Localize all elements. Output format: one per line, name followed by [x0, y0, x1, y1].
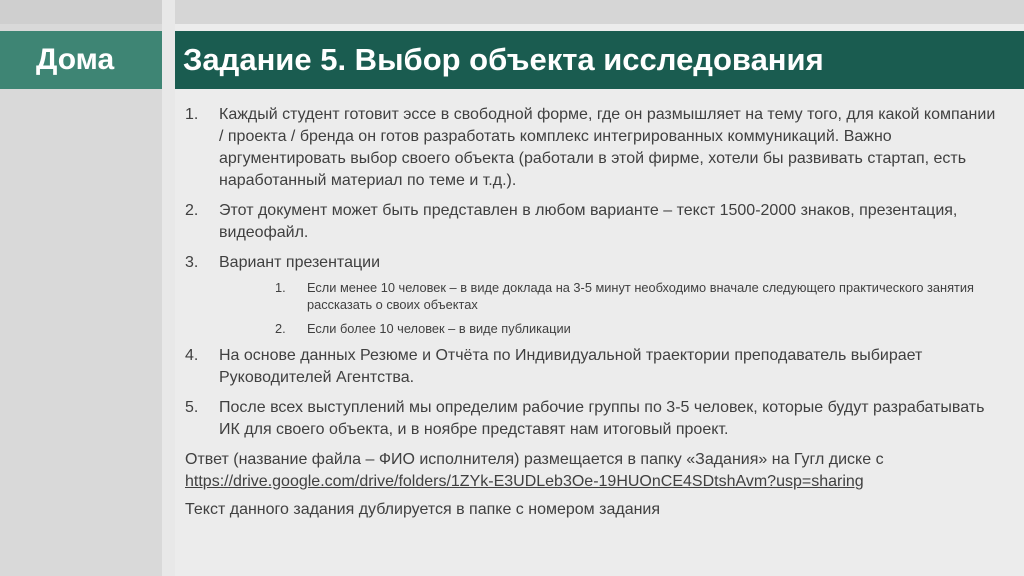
- drive-link[interactable]: https://drive.google.com/drive/folders/1ZYk-E3UDLeb3Oe-19HUOnCE4SDtshAvm?usp=sharing: [185, 473, 864, 490]
- list-item: [185, 345, 1000, 389]
- list-item-text: Каждый студент готовит эссе в свободной форме, где он размышляет на тему того, для какой компании / проекта / бренда он готов разработать комплекс интегрированных коммуникаций. Важно аргументировать выбор своего объекта (работали в этой фирме, хотели бы развивать стартап, есть наработанный материал по теме и т.д.).: [219, 106, 996, 189]
- answer-text: Ответ (название файла – ФИО исполнителя) размещается в папку «Задания» на Гугл диске с: [185, 451, 884, 468]
- list-item: [185, 200, 1000, 244]
- list-number: 4.: [185, 347, 199, 364]
- list-item: [185, 104, 1000, 192]
- section-label-box: [0, 31, 162, 89]
- note-text: Текст данного задания дублируется в папке с номером задания: [185, 501, 661, 518]
- list-item-text: Вариант презентации: [219, 254, 380, 271]
- page-title: Задание 5. Выбор объекта исследования: [183, 42, 824, 77]
- sub-list-item-text: Если более 10 человек – в виде публикации: [307, 321, 571, 336]
- section-label: Дома: [36, 43, 115, 76]
- title-bar: [175, 31, 1024, 89]
- sub-list-number: 1.: [275, 280, 286, 295]
- list-item-text: На основе данных Резюме и Отчёта по Индивидуальной траектории преподаватель выбирает Руководителей Агентства.: [219, 347, 923, 386]
- answer-paragraph: [185, 449, 1000, 493]
- list-number: 1.: [185, 106, 199, 123]
- slide-content: [185, 104, 1000, 521]
- task-list: [185, 104, 1000, 441]
- sub-list-item: [253, 320, 1000, 337]
- list-number: 3.: [185, 254, 199, 271]
- list-item: [185, 397, 1000, 441]
- list-item-text: Этот документ может быть представлен в любом варианте – текст 1500-2000 знаков, презентация, видеофайл.: [219, 202, 958, 241]
- left-top-strip: [0, 0, 162, 24]
- list-number: 2.: [185, 202, 199, 219]
- sub-list-item: [253, 279, 1000, 313]
- sub-list-item-text: Если менее 10 человек – в виде доклада на 3-5 минут необходимо вначале следующего практического занятия рассказать о своих объектах: [307, 280, 974, 312]
- top-strip: [175, 0, 1024, 24]
- sub-list: [219, 279, 1000, 337]
- list-item-text: После всех выступлений мы определим рабочие группы по 3-5 человек, которые будут разрабатывать ИК для своего объекта, и в ноябре представят нам итоговый проект.: [219, 399, 985, 438]
- list-item: [185, 252, 1000, 337]
- sub-list-number: 2.: [275, 321, 286, 336]
- list-number: 5.: [185, 399, 199, 416]
